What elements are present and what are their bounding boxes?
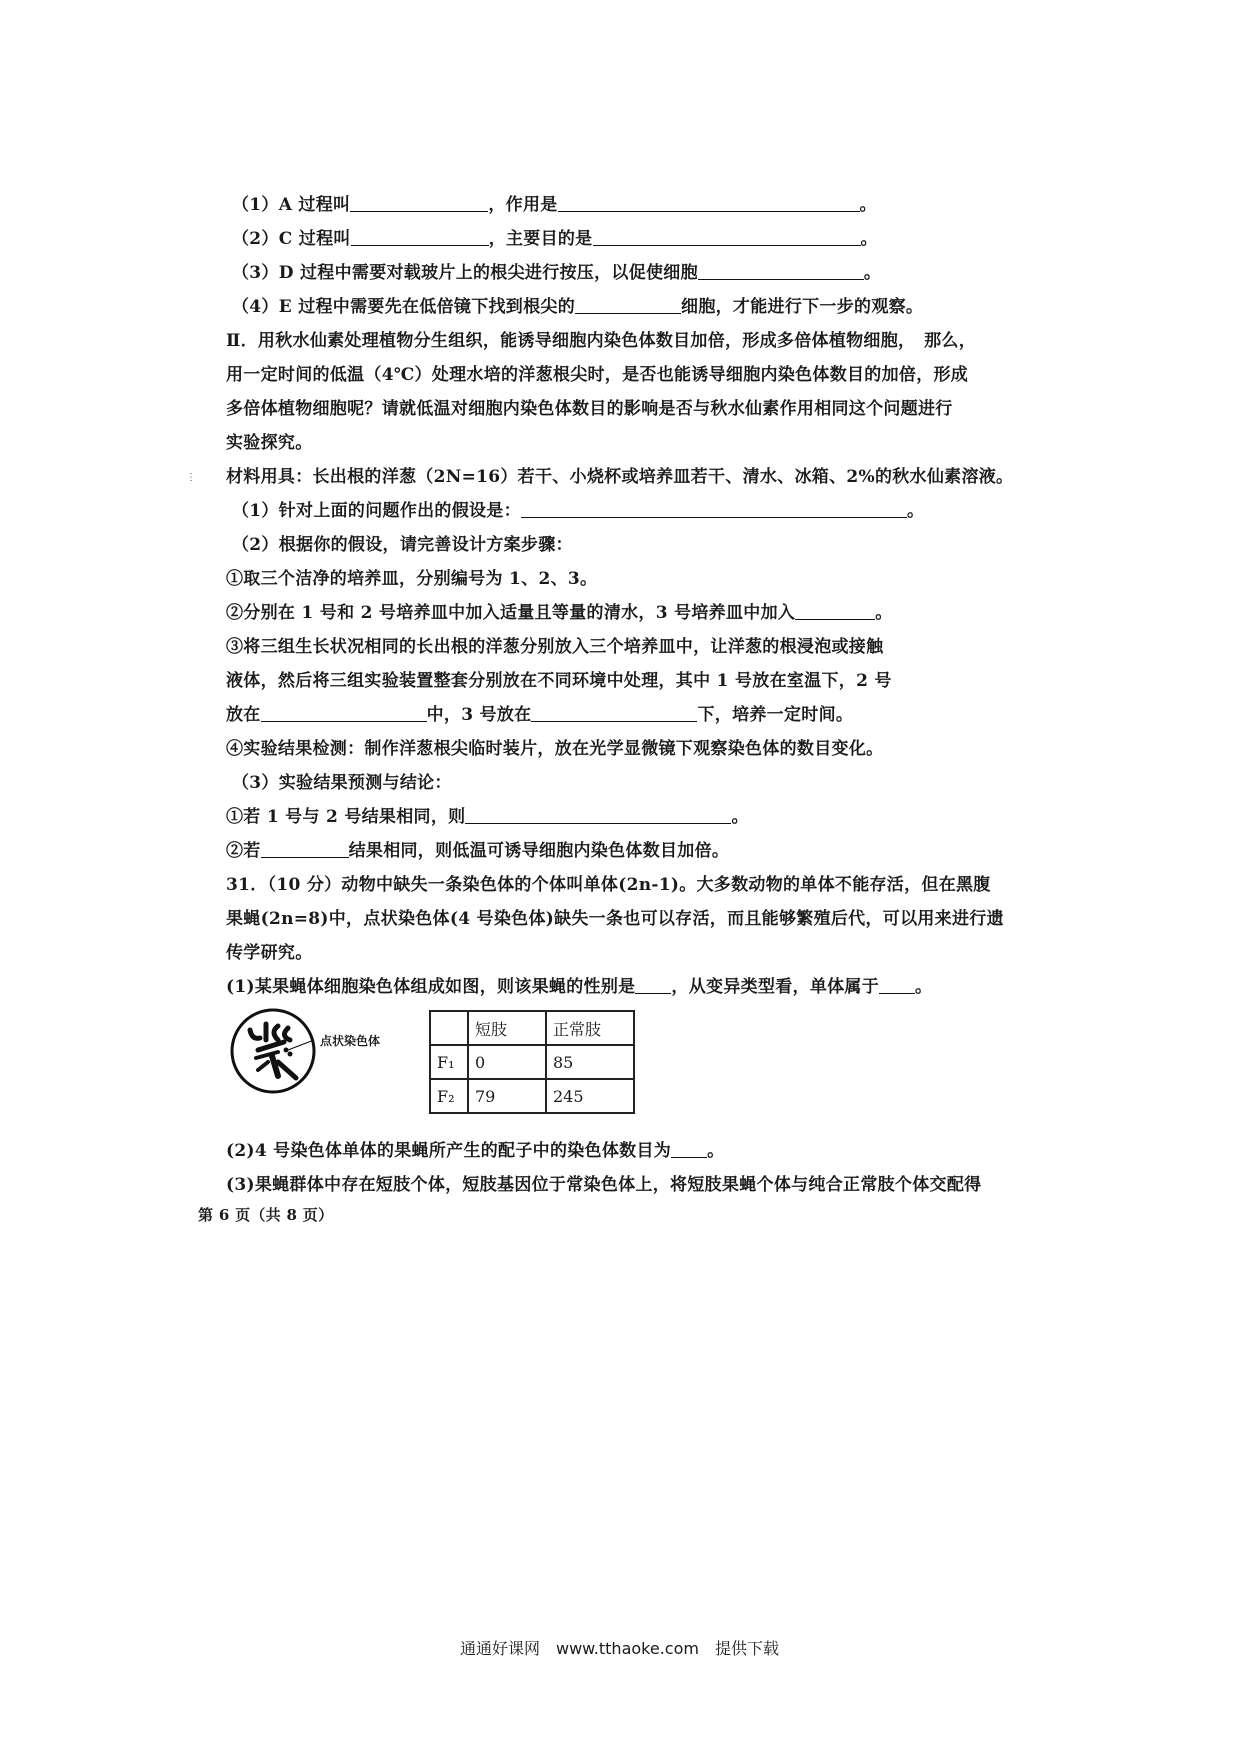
table-row [430,1045,634,1079]
dot-chromosome-label: 点状染色体 [320,1034,381,1048]
text: (1)某果蝇体细胞染色体组成如图，则该果蝇的性别是 [226,977,636,997]
answer-blank[interactable] [795,603,875,620]
step-3-line: ③将三组生长状况相同的长出根的洋葱分别放入三个培养皿中，让洋葱的根浸泡或接触 [226,637,884,657]
paragraph-line: Ⅱ．用秋水仙素处理植物分生组织，能诱导细胞内染色体数目加倍，形成多倍体植物细胞， 那么， [226,331,977,351]
hypothesis-line [232,500,924,522]
q31-sub-1 [226,976,932,998]
margin-mark: ⋮ [186,472,196,483]
answer-blank[interactable] [261,841,349,858]
text: (2)4 号染色体单体的果蝇所产生的配子中的染色体数目为 [226,1141,672,1161]
text: 。 [875,603,893,623]
text: 。 [906,501,925,521]
table-row [430,1079,634,1113]
cross-results-table [429,1010,635,1114]
step-4: ④实验结果检测：制作洋葱根尖临时装片，放在光学显微镜下观察染色体的数目变化。 [226,739,884,759]
step-1: ①取三个洁净的培养皿，分别编号为 1、2、3。 [226,569,598,589]
text: ，作用是 [488,195,558,215]
table-cell: F₂ [430,1079,468,1113]
answer-blank[interactable] [465,807,731,824]
text: （1）针对上面的问题作出的假设是： [232,501,521,521]
answer-blank[interactable] [698,263,864,280]
question-line-e [232,296,923,318]
text: 。 [859,195,877,215]
text: （3）D 过程中需要对载玻片上的根尖进行按压，以促使细胞 [232,263,698,283]
text: ②若 [226,841,261,861]
chromosome-diagram [228,1006,318,1096]
text: 。 [915,977,933,997]
materials-line: 材料用具：长出根的洋葱（2N=16）若干、小烧杯或培养皿若干、清水、冰箱、2%的秋水仙素溶液。 [226,467,1014,487]
table-cell: F₁ [430,1045,468,1079]
text: 。 [860,229,878,249]
table-header-cell: 短肢 [468,1011,546,1045]
result-1 [226,806,749,828]
step-3-line: 液体，然后将三组实验装置整套分别放在不同环境中处理，其中 1 号放在室温下，2 号 [226,671,892,691]
prediction-heading: （3）实验结果预测与结论： [232,773,452,793]
table-header-cell: 正常肢 [546,1011,634,1045]
text: 。 [707,1141,725,1161]
q31-sub-2 [226,1140,724,1162]
answer-blank[interactable] [593,229,861,246]
paragraph-line: 用一定时间的低温（4℃）处理水培的洋葱根尖时，是否也能诱导细胞内染色体数目的加倍，形成 [226,365,969,385]
table-header-cell [430,1011,468,1045]
question-line-d [232,262,881,284]
answer-blank[interactable] [558,195,860,212]
answer-blank[interactable] [635,977,671,994]
text: 中，3 号放在 [426,705,532,725]
answer-blank[interactable] [879,977,915,994]
table-cell: 245 [546,1079,634,1113]
page-number: 第 6 页（共 8 页） [198,1206,334,1224]
text: 结果相同，则低温可诱导细胞内染色体数目加倍。 [348,841,730,861]
answer-blank[interactable] [351,229,489,246]
text: 。 [731,807,749,827]
text: ②分别在 1 号和 2 号培养皿中加入适量且等量的清水，3 号培养皿中加入 [226,603,796,623]
table-cell: 85 [546,1045,634,1079]
answer-blank[interactable] [521,501,907,518]
table-cell: 79 [468,1079,546,1113]
design-heading: （2）根据你的假设，请完善设计方案步骤： [232,535,573,555]
table-header-row [430,1011,634,1045]
step-3-line [226,704,853,726]
q31-line: 31．（10 分）动物中缺失一条染色体的个体叫单体(2n-1)。大多数动物的单体不能存活，但在黑腹 [226,875,991,895]
question-line-c [232,228,878,250]
text: （4）E 过程中需要先在低倍镜下找到根尖的 [232,297,576,317]
text: ①若 1 号与 2 号结果相同，则 [226,807,466,827]
text: 。 [863,263,882,283]
footer-watermark: 通通好课网 www.tthaoke.com 提供下载 [460,1639,779,1658]
q31-line: 果蝇(2n=8)中，点状染色体(4 号染色体)缺失一条也可以存活，而且能够繁殖后代，可以用来进行遗 [226,909,1004,929]
text: 下，培养一定时间。 [697,705,854,725]
text: 细胞，才能进行下一步的观察。 [681,297,924,317]
answer-blank[interactable] [261,705,427,722]
answer-blank[interactable] [350,195,488,212]
text: ，主要目的是 [488,229,593,249]
q31-line: 传学研究。 [226,943,313,963]
q31-sub-3: (3)果蝇群体中存在短肢个体，短肢基因位于常染色体上，将短肢果蝇个体与纯合正常肢个体交配得 [226,1175,982,1195]
result-2 [226,840,729,862]
step-2 [226,602,893,624]
text: （1）A 过程叫 [232,195,351,215]
question-line-a [232,194,877,216]
answer-blank[interactable] [575,297,681,314]
answer-blank[interactable] [671,1141,707,1158]
text: 放在 [226,705,261,725]
text: （2）C 过程叫 [232,229,351,249]
answer-blank[interactable] [531,705,697,722]
text: ，从变异类型看，单体属于 [671,977,880,997]
paragraph-line: 实验探究。 [226,433,313,453]
table-cell: 0 [468,1045,546,1079]
paragraph-line: 多倍体植物细胞呢？请就低温对细胞内染色体数目的影响是否与秋水仙素作用相同这个问题进行 [226,399,953,419]
